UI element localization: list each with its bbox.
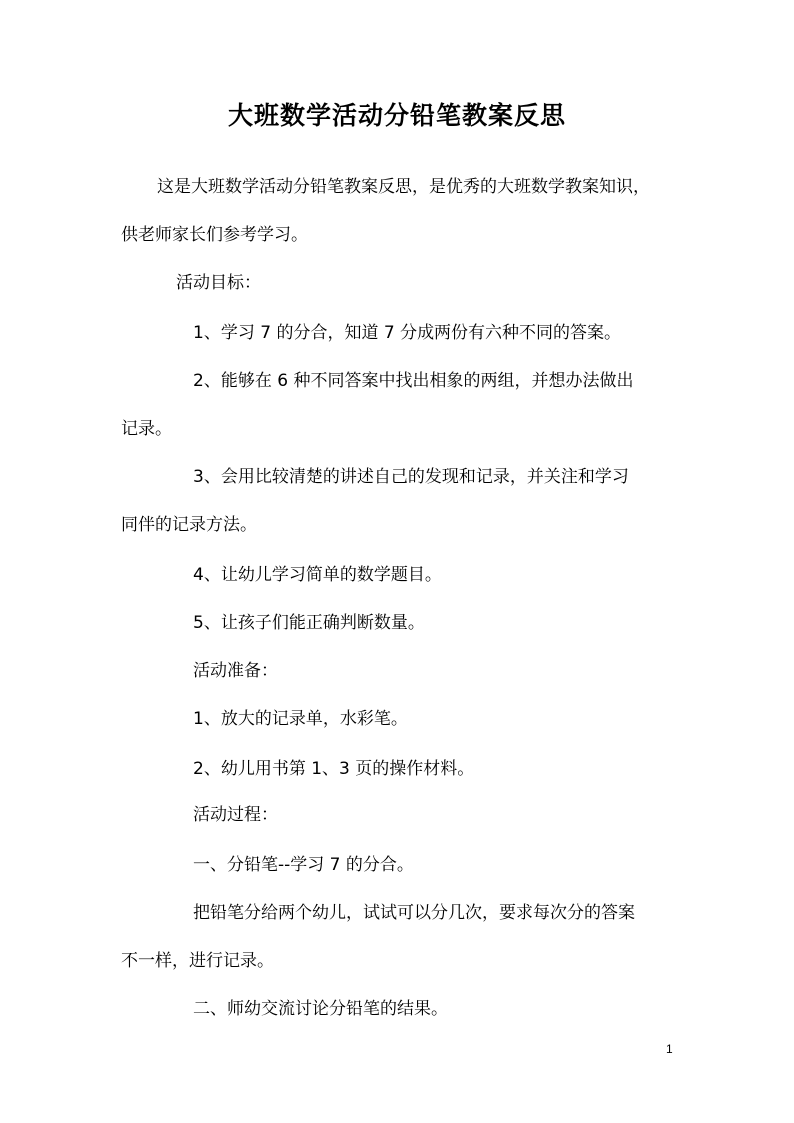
- paragraph-line: 同伴的记录方法。: [121, 515, 257, 535]
- page-number: 1: [666, 1042, 673, 1056]
- paragraph-line: 2、幼儿用书第 1、3 页的操作材料。: [193, 759, 475, 779]
- section-heading: 活动过程：: [193, 805, 278, 825]
- paragraph-line: 2、能够在 6 种不同答案中找出相象的两组，并想办法做出: [193, 371, 634, 391]
- paragraph-line: 3、会用比较清楚的讲述自己的发现和记录，并关注和学习: [193, 467, 629, 487]
- document-title: 大班数学活动分铅笔教案反思: [227, 101, 566, 130]
- paragraph-line: 不一样，进行记录。: [121, 951, 274, 971]
- paragraph-line: 把铅笔分给两个幼儿，试试可以分几次，要求每次分的答案: [193, 903, 635, 923]
- section-heading: 活动准备：: [193, 661, 278, 681]
- section-heading: 活动目标：: [176, 273, 261, 293]
- paragraph-line: 供老师家长们参考学习。: [121, 225, 308, 245]
- paragraph-line: 二、师幼交流讨论分铅笔的结果。: [193, 999, 448, 1019]
- paragraph-line: 一、分铅笔--学习 7 的分合。: [193, 855, 414, 875]
- paragraph-line: 1、学习 7 的分合，知道 7 分成两份有六种不同的答案。: [193, 323, 622, 343]
- paragraph-line: 1、放大的记录单，水彩笔。: [193, 709, 408, 729]
- paragraph-line: 4、让幼儿学习简单的数学题目。: [193, 565, 442, 585]
- paragraph-line: 记录。: [121, 419, 172, 439]
- paragraph-line: 这是大班数学活动分铅笔教案反思，是优秀的大班数学教案知识，: [157, 177, 650, 197]
- paragraph-line: 5、让孩子们能正确判断数量。: [193, 613, 425, 633]
